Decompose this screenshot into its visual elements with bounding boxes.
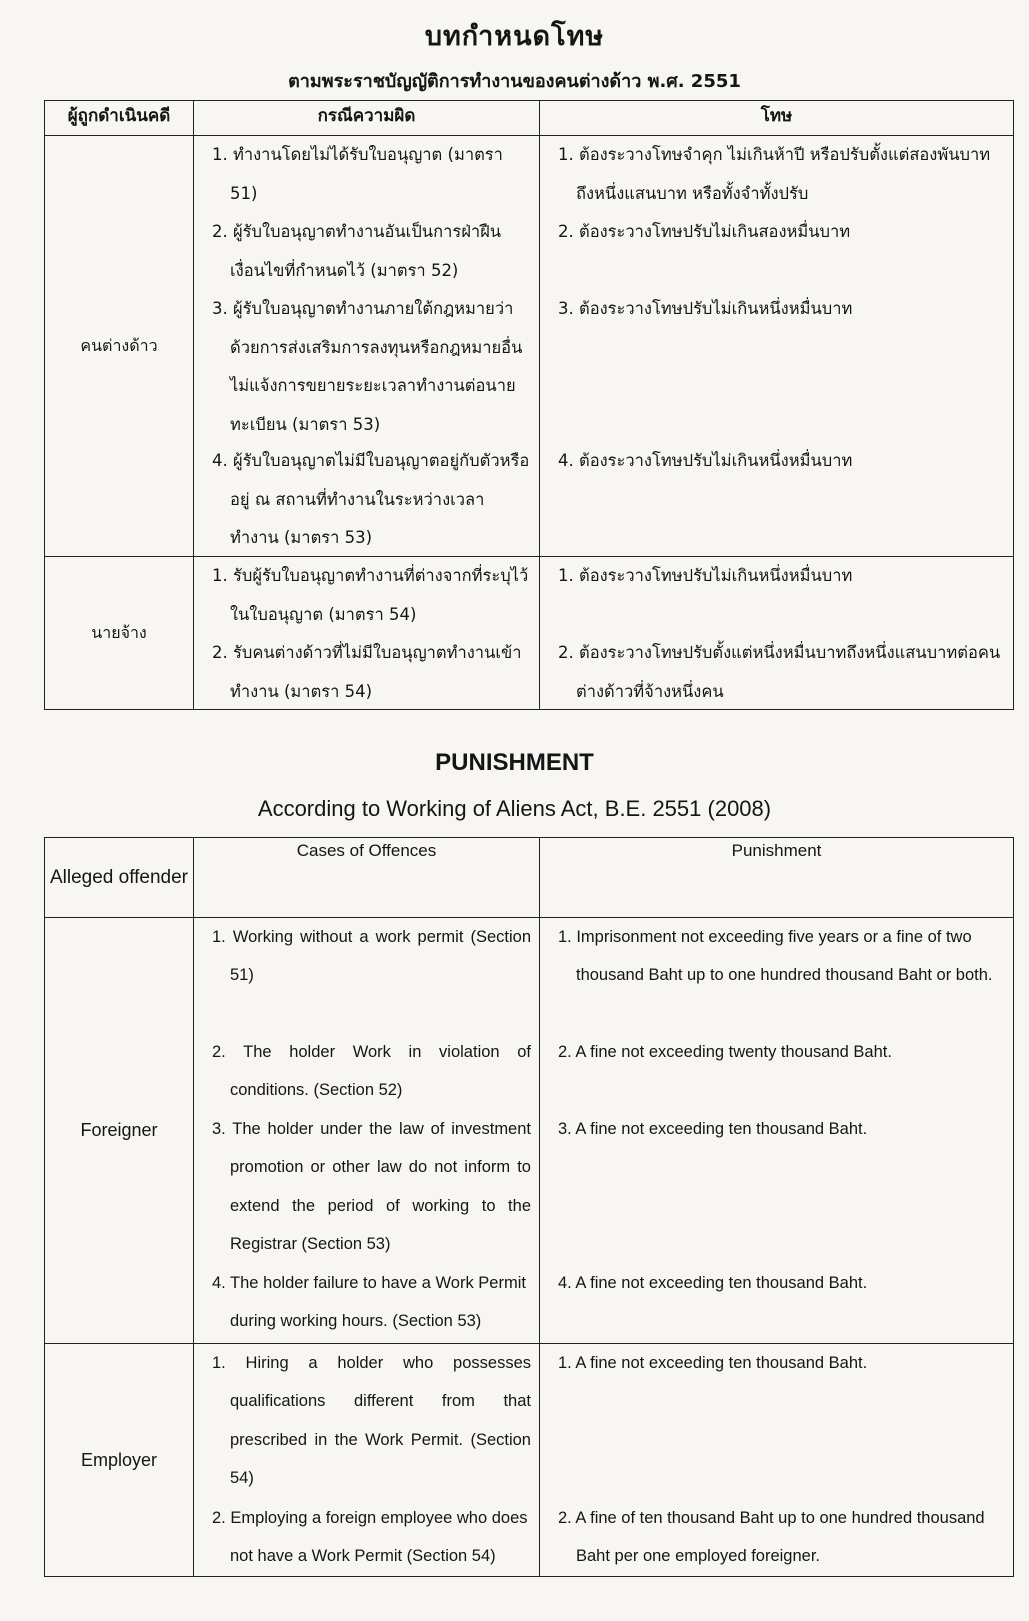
thai-employer-label: นายจ้าง <box>45 557 194 710</box>
thai-foreigner-punishments <box>540 136 1014 557</box>
thai-header-punishment: โทษ <box>540 101 1014 136</box>
thai-foreigner-offence-3: 3. ผู้รับใบอนุญาตทำงานภายใต้กฎหมายว่าด้วยการส่งเสริมการลงทุนหรือกฎหมายอื่นไม่แจ้งการขยายระยะเวลาทำงานต่อนายทะเบียน (มาตรา 53) <box>212 299 523 434</box>
thai-title: บทกำหนดโทษ <box>424 21 605 52</box>
english-foreigner-offence-1: 1. Working without a work permit (Section 51) <box>212 928 531 985</box>
thai-foreigner-offence-4: 4. ผู้รับใบอนุญาตไม่มีใบอนุญาตอยู่กับตัวหรืออยู่ ณ สถานที่ทำงานในระหว่างเวลาทำงาน (มาตรา 53) <box>212 451 530 548</box>
thai-foreigner-row <box>45 136 1014 557</box>
thai-employer-punishment-1: 1. ต้องระวางโทษปรับไม่เกินหนึ่งหมื่นบาท <box>558 566 853 585</box>
thai-header-offender: ผู้ถูกดำเนินคดี <box>45 101 194 136</box>
english-foreigner-label: Foreigner <box>45 918 194 1344</box>
english-header-punishment: Punishment <box>540 838 1014 918</box>
english-foreigner-punishment-3: 3. A fine not exceeding ten thousand Baht. <box>558 1120 868 1138</box>
english-foreigner-punishment-1: 1. Imprisonment not exceeding five years or a fine of two thousand Baht up to one hundred thousand Baht or both. <box>558 928 993 985</box>
english-foreigner-punishment-2: 2. A fine not exceeding twenty thousand Baht. <box>558 1043 892 1061</box>
thai-foreigner-punishment-4: 4. ต้องระวางโทษปรับไม่เกินหนึ่งหมื่นบาท <box>558 451 853 470</box>
english-foreigner-offence-3: 3. The holder under the law of investment promotion or other law do not inform to extend the period of working to the Registrar (Section 53) <box>212 1120 531 1253</box>
english-employer-label: Employer <box>45 1344 194 1577</box>
thai-foreigner-punishment-2: 2. ต้องระวางโทษปรับไม่เกินสองหมื่นบาท <box>558 222 851 241</box>
thai-foreigner-label: คนต่างด้าว <box>45 136 194 557</box>
english-employer-offence-1: 1. Hiring a holder who possesses qualifications different from that prescribed in the Work Permit. (Section 54) <box>212 1354 531 1487</box>
thai-header-row <box>45 101 1014 136</box>
thai-foreigner-offences <box>194 136 540 557</box>
english-employer-row <box>45 1344 1014 1577</box>
thai-employer-offences <box>194 557 540 710</box>
thai-foreigner-offence-2: 2. ผู้รับใบอนุญาตทำงานอันเป็นการฝ่าฝืนเงื่อนไขที่กำหนดไว้ (มาตรา 52) <box>212 222 502 280</box>
english-foreigner-punishments <box>540 918 1014 1344</box>
english-foreigner-offence-2: 2. The holder Work in violation of conditions. (Section 52) <box>212 1043 531 1100</box>
thai-foreigner-offence-1: 1. ทำงานโดยไม่ได้รับใบอนุญาต (มาตรา 51) <box>212 145 503 203</box>
english-employer-offences <box>194 1344 540 1577</box>
english-employer-punishment-2: 2. A fine of ten thousand Baht up to one hundred thousand Baht per one employed foreigner. <box>558 1509 985 1566</box>
english-punishment-table <box>44 837 1014 1577</box>
thai-employer-punishments <box>540 557 1014 710</box>
thai-employer-row <box>45 557 1014 710</box>
english-foreigner-punishment-4: 4. A fine not exceeding ten thousand Baht. <box>558 1274 868 1292</box>
thai-employer-offence-2: 2. รับคนต่างด้าวที่ไม่มีใบอนุญาตทำงานเข้าทำงาน (มาตรา 54) <box>212 643 522 701</box>
thai-punishment-table <box>44 100 1014 710</box>
english-header-row <box>45 838 1014 918</box>
thai-subtitle: ตามพระราชบัญญัติการทำงานของคนต่างด้าว พ.ศ. 2551 <box>288 71 741 92</box>
thai-employer-offence-1: 1. รับผู้รับใบอนุญาตทำงานที่ต่างจากที่ระบุไว้ในใบอนุญาต (มาตรา 54) <box>212 566 529 624</box>
english-header-offences: Cases of Offences <box>194 838 540 918</box>
english-employer-offence-2: 2. Employing a foreign employee who does not have a Work Permit (Section 54) <box>212 1509 528 1566</box>
english-employer-punishment-1: 1. A fine not exceeding ten thousand Baht. <box>558 1354 868 1372</box>
english-foreigner-row <box>45 918 1014 1344</box>
english-employer-punishments <box>540 1344 1014 1577</box>
thai-header-offences: กรณีความผิด <box>194 101 540 136</box>
english-title: PUNISHMENT <box>435 749 594 776</box>
thai-employer-punishment-2: 2. ต้องระวางโทษปรับตั้งแต่หนึ่งหมื่นบาทถึงหนึ่งแสนบาทต่อคนต่างด้าวที่จ้างหนึ่งคน <box>558 643 1001 701</box>
english-header-offender: Alleged offender <box>45 838 194 918</box>
thai-foreigner-punishment-3: 3. ต้องระวางโทษปรับไม่เกินหนึ่งหมื่นบาท <box>558 299 853 318</box>
english-foreigner-offence-4: 4. The holder failure to have a Work Permit during working hours. (Section 53) <box>212 1274 526 1331</box>
english-foreigner-offences <box>194 918 540 1344</box>
english-subtitle: According to Working of Aliens Act, B.E. 2551 (2008) <box>257 796 772 821</box>
thai-foreigner-punishment-1: 1. ต้องระวางโทษจำคุก ไม่เกินห้าปี หรือปรับตั้งแต่สองพันบาทถึงหนึ่งแสนบาท หรือทั้งจำทั้งปรับ <box>558 145 991 203</box>
